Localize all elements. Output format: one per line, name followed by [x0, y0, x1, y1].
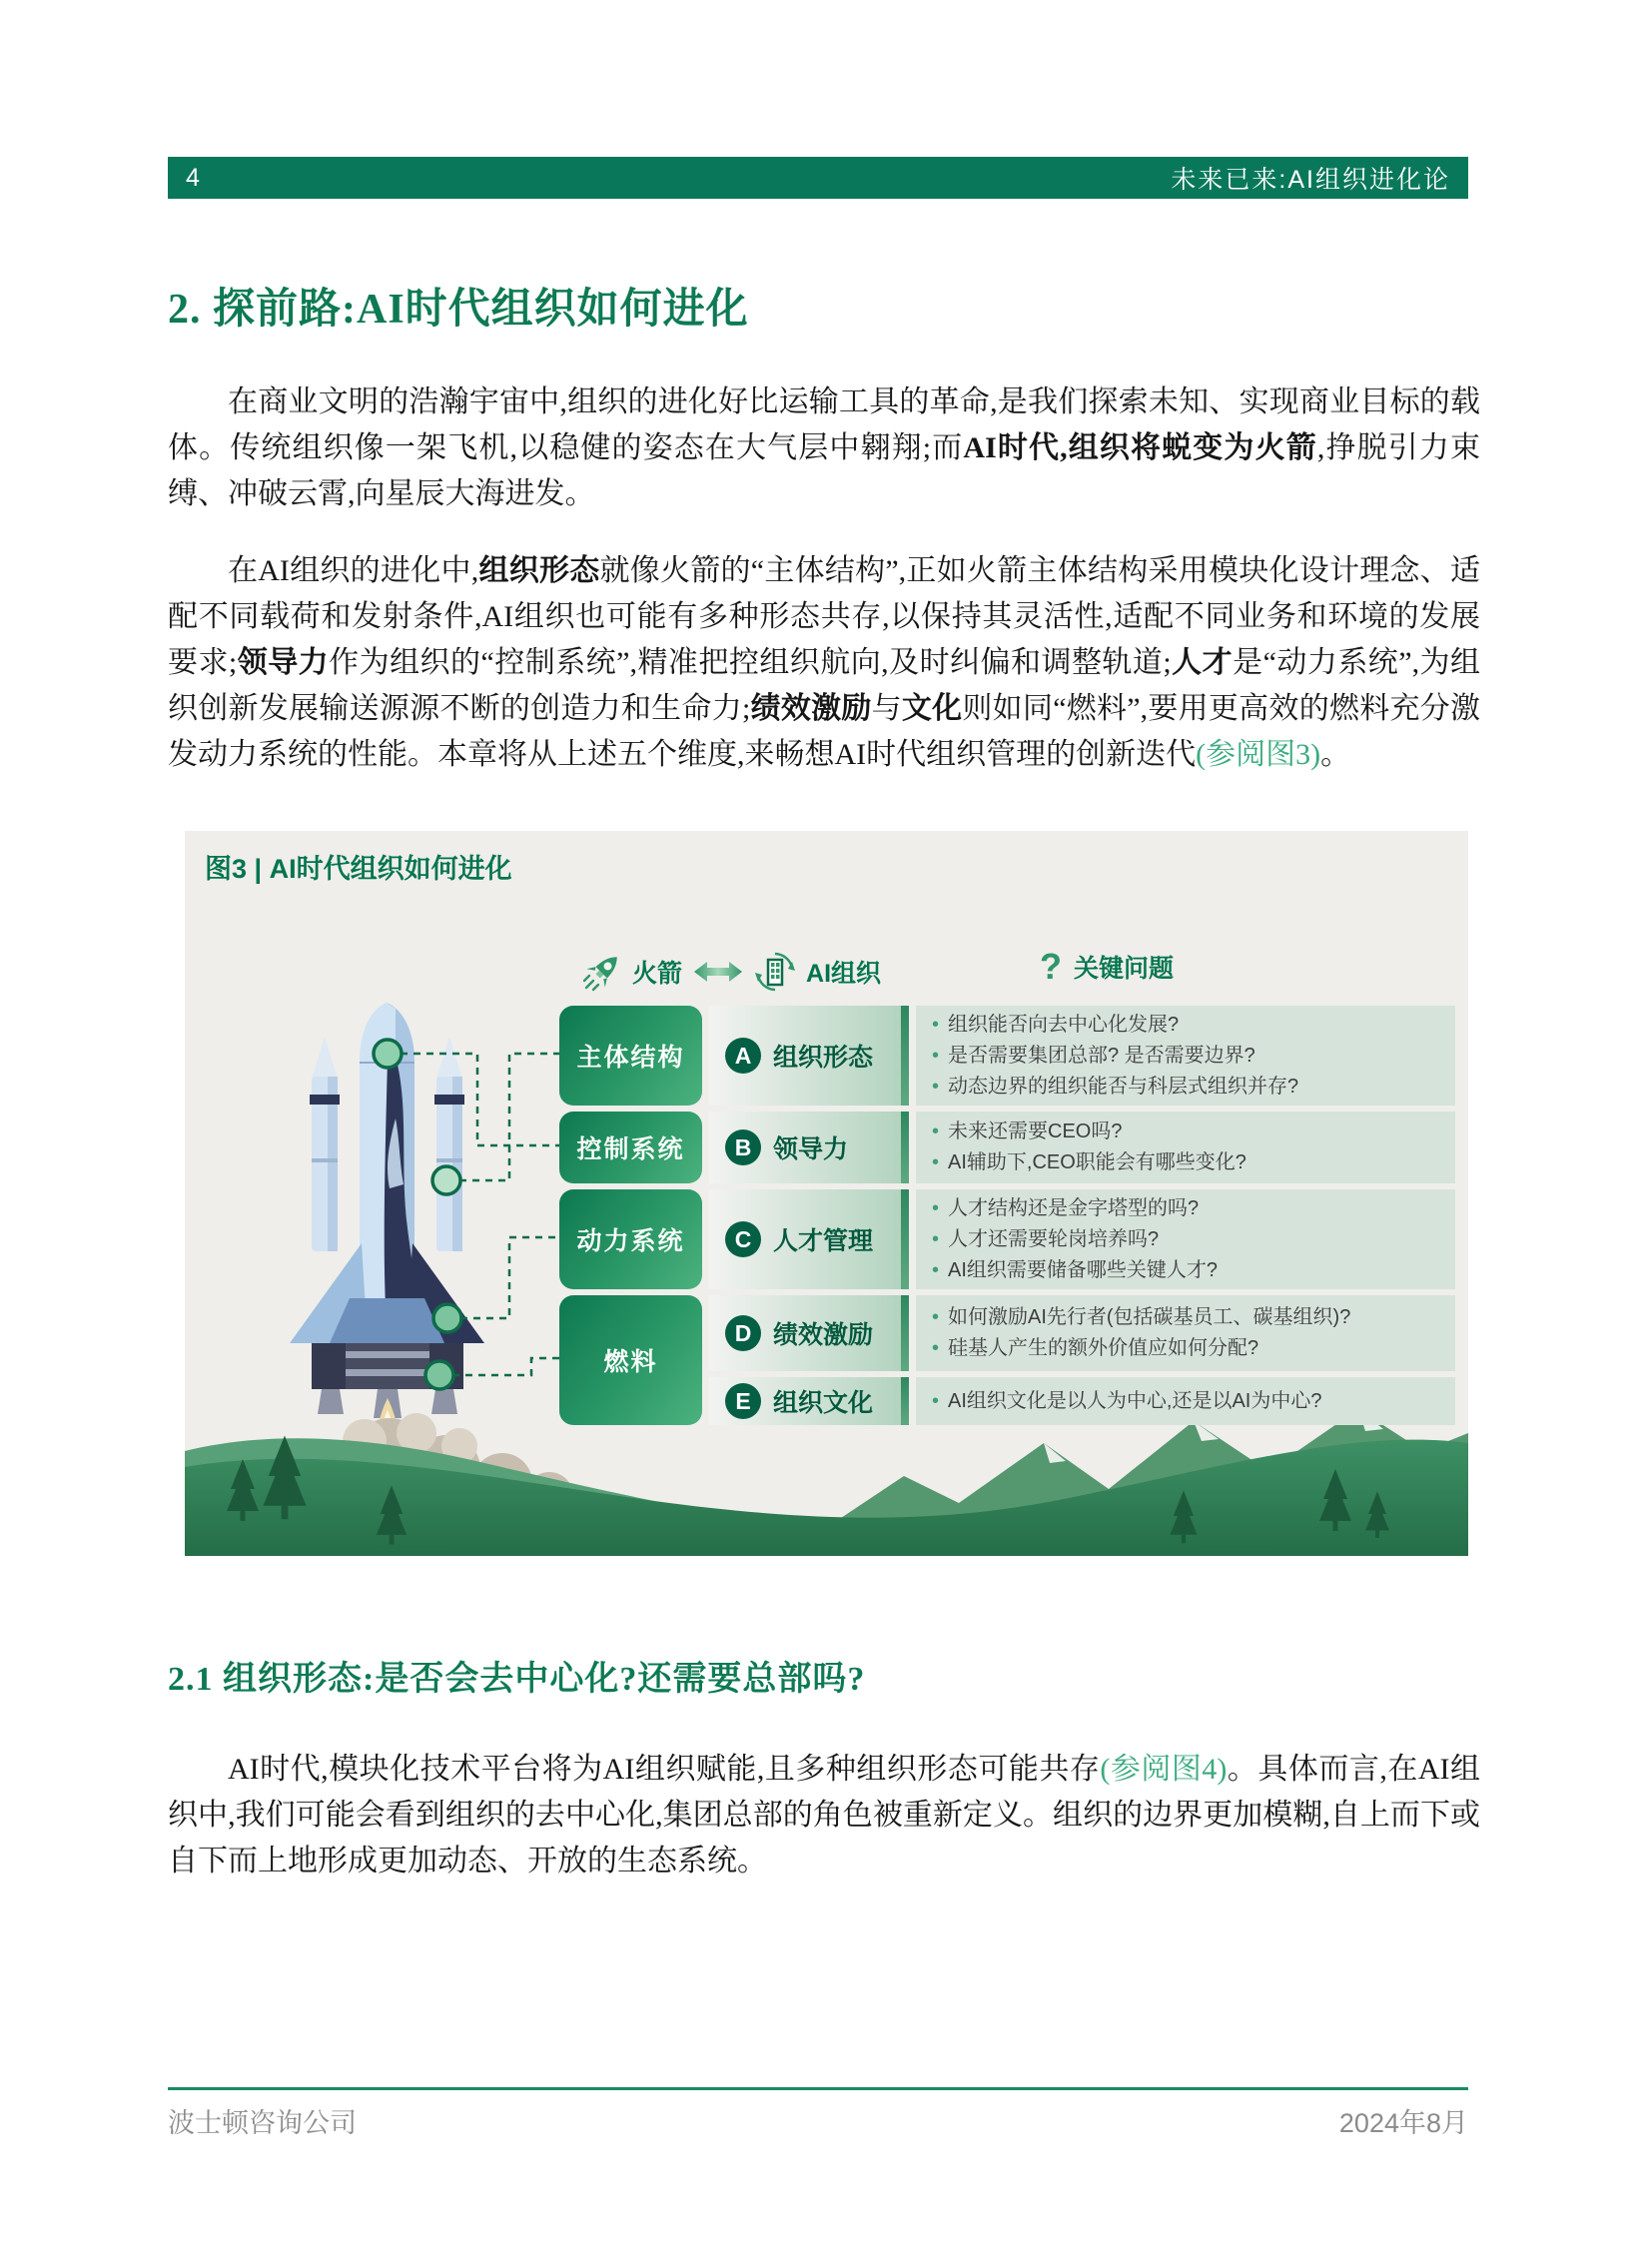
question-item: • AI组织文化是以人为中心,还是以AI为中心? [932, 1386, 1321, 1417]
question-list [932, 1117, 1246, 1178]
page-number: 4 [186, 163, 202, 192]
key-questions-cell [916, 1377, 1455, 1425]
question-item: • 硅基人产生的额外价值应如何分配? [932, 1333, 1350, 1364]
text-segment: 。 [1320, 738, 1351, 771]
question-list [932, 1386, 1321, 1417]
paragraph-3 [168, 1747, 1480, 1884]
letter-badge: B [725, 1129, 761, 1165]
figure-reference-link[interactable]: (参阅图3) [1196, 738, 1321, 771]
rocket-part-label: 燃料 [559, 1295, 702, 1425]
org-aspect-cell [709, 1377, 909, 1425]
question-item: • 未来还需要CEO吗? [932, 1117, 1246, 1147]
text-segment: 领导力 [237, 646, 330, 679]
text-segment: 就像火箭的“主体结构”,正如火箭主体结构采用模块化设计理念、适配不同载荷和发射条件,AI组织也可能有多种形态共存,以保持其灵活性,适配不同业务和环境的发展要求; [168, 554, 1481, 679]
question-item: • 如何激励AI先行者(包括碳基员工、碳基组织)? [932, 1302, 1350, 1333]
legend-ai-label: AI组织 [806, 960, 882, 988]
org-aspect-cell [709, 1006, 909, 1106]
question-item: • 人才结构还是金字塔型的吗? [932, 1193, 1218, 1224]
legend-rocket-label: 火箭 [632, 960, 683, 988]
letter-badge: A [725, 1038, 761, 1074]
letter-badge: E [725, 1383, 761, 1419]
aspect-label: 组织形态 [773, 1044, 874, 1072]
text-segment: 在AI组织的进化中, [228, 554, 479, 587]
question-item: • 人才还需要轮岗培养吗? [932, 1224, 1218, 1255]
org-aspect-cell [709, 1295, 909, 1371]
figure-3 [185, 831, 1468, 1556]
question-list [932, 1010, 1298, 1103]
page-footer [168, 2101, 1468, 2140]
paragraph-1 [168, 379, 1480, 517]
aspect-label: 绩效激励 [773, 1321, 874, 1349]
text-segment: 作为组织的“控制系统”,精准把控组织航向,及时纠偏和调整轨道; [329, 646, 1172, 679]
ai-organization-icon [754, 951, 796, 993]
aspect-label: 人才管理 [773, 1227, 874, 1255]
question-mark-icon: ? [1040, 946, 1062, 987]
legend-questions-label: 关键问题 [1074, 955, 1175, 983]
letter-badge: C [725, 1221, 761, 1257]
page-header-bar [168, 157, 1468, 199]
question-item: • AI组织需要储备哪些关键人才? [932, 1255, 1218, 1286]
question-list [932, 1193, 1218, 1286]
question-item: • 组织能否向去中心化发展? [932, 1010, 1298, 1041]
rocket-part-label: 动力系统 [559, 1189, 702, 1289]
text-segment: 文化 [901, 692, 963, 725]
paragraph-2 [168, 548, 1480, 778]
letter-badge: D [725, 1315, 761, 1351]
rocket-icon [582, 952, 622, 992]
text-segment: 与 [871, 692, 902, 725]
key-questions-cell [916, 1189, 1455, 1289]
text-segment: AI时代,组织将蜕变为火箭 [963, 431, 1317, 464]
figure-title: 图3 | AI时代组织如何进化 [205, 854, 512, 884]
text-segment: ,挣脱引力束缚、冲破云霄,向星辰大海进发。 [168, 431, 1481, 510]
question-item: • 动态边界的组织能否与科层式组织并存? [932, 1072, 1298, 1103]
figure-reference-link[interactable]: (参阅图4) [1100, 1753, 1228, 1786]
rocket-part-label: 主体结构 [559, 1006, 702, 1106]
rocket-part-label: 控制系统 [559, 1112, 702, 1183]
org-aspect-cell [709, 1112, 909, 1183]
double-arrow-icon [692, 959, 744, 985]
footer-divider [168, 2087, 1468, 2090]
figure-legend-left [582, 951, 881, 993]
aspect-label: 组织文化 [773, 1389, 874, 1417]
org-aspect-cell [709, 1189, 909, 1289]
footer-company: 波士顿咨询公司 [168, 2108, 357, 2138]
text-segment: AI时代,模块化技术平台将为AI组织赋能,且多种组织形态可能共存 [228, 1753, 1101, 1786]
section-heading: 2. 探前路:AI时代组织如何进化 [168, 287, 749, 333]
text-segment: 则如同“燃料”,要用更高效的燃料充分激发动力系统的性能。本章将从上述五个维度,来畅想AI时代组织管理的创新迭代 [168, 692, 1481, 771]
text-segment: 在商业文明的浩瀚宇宙中,组织的进化好比运输工具的革命,是我们探索未知、实现商业目标的载体。传统组织像一架飞机,以稳健的姿态在大气层中翱翔;而 [168, 385, 1480, 464]
footer-date: 2024年8月 [1338, 2108, 1468, 2138]
header-title: 未来已来:AI组织进化论 [1171, 166, 1450, 194]
text-segment: 。具体而言,在AI组织中,我们可能会看到组织的去中心化,集团总部的角色被重新定义。组织的边界更加模糊,自上而下或自下而上地形成更加动态、开放的生态系统。 [168, 1753, 1481, 1877]
question-item: • 是否需要集团总部? 是否需要边界? [932, 1041, 1298, 1072]
question-item: • AI辅助下,CEO职能会有哪些变化? [932, 1147, 1246, 1178]
key-questions-cell [916, 1295, 1455, 1371]
subsection-heading: 2.1 组织形态:是否会去中心化?还需要总部吗? [168, 1661, 866, 1698]
text-segment: 人才 [1171, 646, 1234, 679]
text-segment: 绩效激励 [750, 692, 872, 725]
figure-mapping-table [559, 1006, 1455, 1425]
key-questions-cell [916, 1112, 1455, 1183]
question-list [932, 1302, 1350, 1364]
figure-legend-right [1040, 946, 1175, 987]
aspect-label: 领导力 [773, 1135, 849, 1163]
key-questions-cell [916, 1006, 1455, 1106]
text-segment: 组织形态 [478, 554, 600, 587]
text-segment: 是“动力系统”,为组织创新发展输送源源不断的创造力和生命力; [168, 646, 1481, 725]
